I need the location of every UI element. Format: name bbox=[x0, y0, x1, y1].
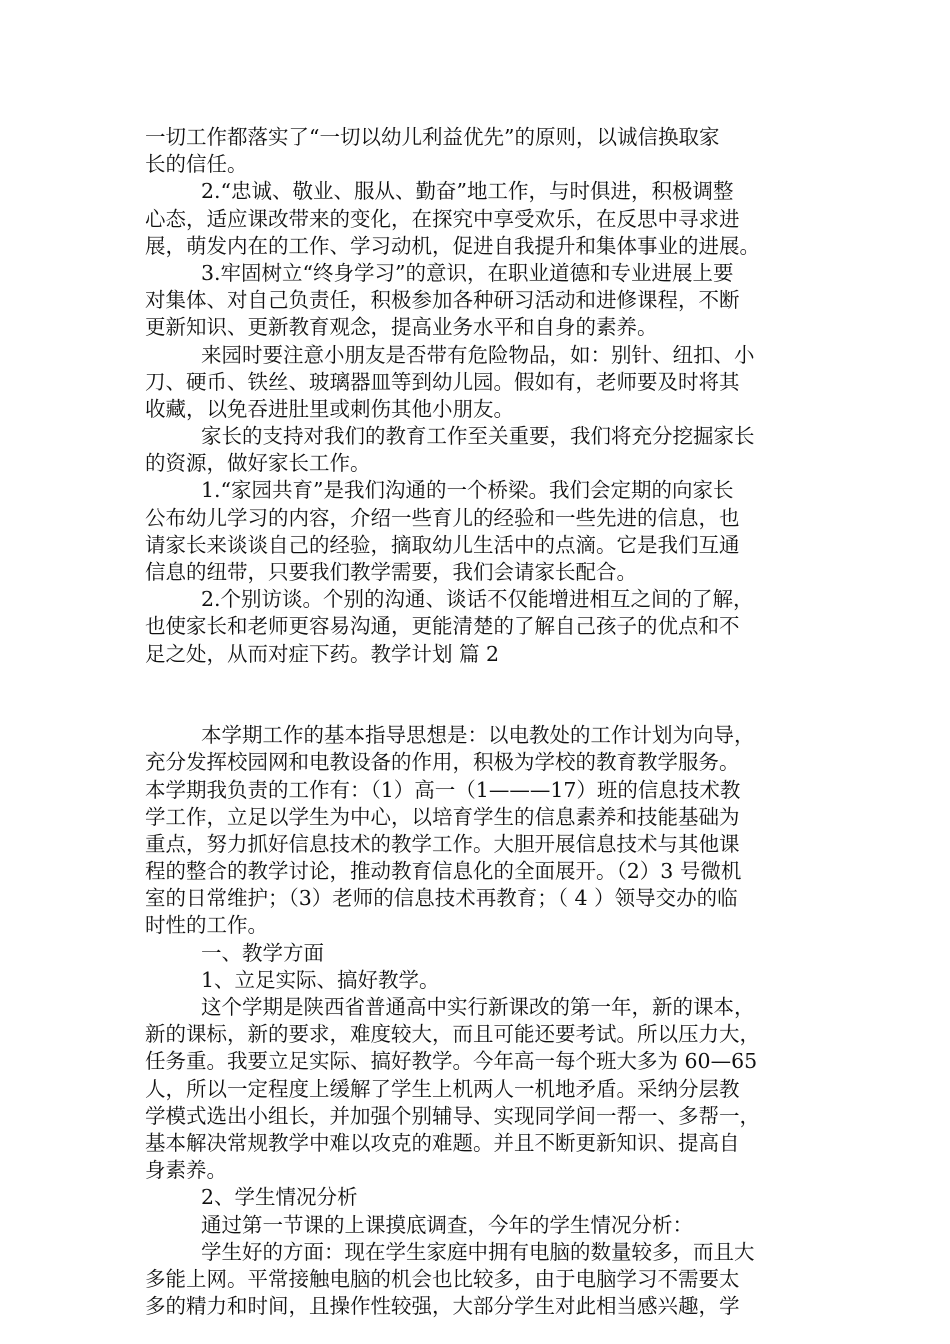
paragraph-line: 心态，适应课改带来的变化，在探究中享受欢乐，在反思中寻求进 bbox=[145, 206, 740, 231]
paragraph-line: 展，萌发内在的工作、学习动机，促进自我提升和集体事业的进展。 bbox=[145, 233, 760, 258]
paragraph-line: 学模式选出小组长，并加强个别辅导、实现同学间一帮一、多帮一， bbox=[145, 1103, 760, 1128]
paragraph-line: 2.“忠诚、敬业、服从、勤奋”地工作，与时俱进，积极调整 bbox=[201, 179, 734, 204]
subsection-heading: 1、立足实际、搞好教学。 bbox=[201, 967, 440, 992]
paragraph-line: 长的信任。 bbox=[145, 152, 248, 177]
paragraph-line: 1.“家园共育”是我们沟通的一个桥梁。我们会定期的向家长 bbox=[201, 478, 734, 503]
paragraph-line: 2.个别访谈。个别的沟通、谈话不仅能增进相互之间的了解， bbox=[201, 587, 754, 612]
paragraph-line: 程的整合的教学讨论，推动教育信息化的全面展开。（2）3 号微机 bbox=[145, 859, 742, 884]
paragraph-line: 基本解决常规教学中难以攻克的难题。并且不断更新知识、提高自 bbox=[145, 1130, 740, 1155]
paragraph-line: 公布幼儿学习的内容，介绍一些育儿的经验和一些先进的信息，也 bbox=[145, 505, 740, 530]
subsection-heading: 2、学生情况分析 bbox=[201, 1185, 358, 1210]
paragraph-line: 多能上网。平常接触电脑的机会也比较多，由于电脑学习不需要太 bbox=[145, 1266, 740, 1291]
paragraph-line: 收藏，以免吞进肚里或刺伤其他小朋友。 bbox=[145, 396, 514, 421]
paragraph-line: 任务重。我要立足实际、搞好教学。今年高一每个班大多为 60—65 bbox=[145, 1049, 758, 1074]
paragraph-line: 家长的支持对我们的教育工作至关重要，我们将充分挖掘家长 bbox=[201, 424, 755, 449]
paragraph-line: 一切工作都落实了“一切以幼儿利益优先”的原则，以诚信换取家 bbox=[145, 125, 720, 149]
paragraph-line: 时性的工作。 bbox=[145, 913, 268, 938]
paragraph-line: 请家长来谈谈自己的经验，摘取幼儿生活中的点滴。它是我们互通 bbox=[145, 532, 740, 557]
paragraph-line: 新的课标，新的要求，难度较大，而且可能还要考试。所以压力大， bbox=[145, 1022, 760, 1047]
section-gap bbox=[145, 668, 813, 722]
section-heading: 一、教学方面 bbox=[201, 940, 324, 965]
paragraph-line: 刀、硬币、铁丝、玻璃器皿等到幼儿园。假如有，老师要及时将其 bbox=[145, 369, 740, 394]
paragraph-line: 人，所以一定程度上缓解了学生上机两人一机地矛盾。采纳分层教 bbox=[145, 1076, 740, 1101]
paragraph-line: 更新知识、更新教育观念，提高业务水平和自身的素养。 bbox=[145, 315, 658, 340]
paragraph-line: 身素养。 bbox=[145, 1158, 227, 1183]
paragraph-line: 本学期我负责的工作有：（1）高一（1———17）班的信息技术教 bbox=[145, 777, 741, 802]
document-page bbox=[145, 124, 813, 1320]
paragraph-line: 这个学期是陕西省普通高中实行新课改的第一年，新的课本， bbox=[201, 995, 755, 1020]
paragraph-line: 也使家长和老师更容易沟通，更能清楚的了解自己孩子的优点和不 bbox=[145, 614, 740, 639]
paragraph-line: 室的日常维护；（3）老师的信息技术再教育；（ 4 ）领导交办的临 bbox=[145, 886, 738, 911]
paragraph-line: 多的精力和时间，且操作性较强，大部分学生对此相当感兴趣，学 bbox=[145, 1294, 740, 1319]
paragraph-line: 信息的纽带，只要我们教学需要，我们会请家长配合。 bbox=[145, 560, 637, 584]
paragraph-line: 来园时要注意小朋友是否带有危险物品，如：别针、纽扣、小 bbox=[201, 342, 755, 367]
paragraph-line: 对集体、对自己负责任，积极参加各种研习活动和进修课程，不断 bbox=[145, 288, 740, 313]
paragraph-line: 学生好的方面：现在学生家庭中拥有电脑的数量较多，而且大 bbox=[201, 1239, 755, 1264]
paragraph-line: 重点，努力抓好信息技术的教学工作。大胆开展信息技术与其他课 bbox=[145, 831, 740, 856]
paragraph-line: 学工作，立足以学生为中心，以培育学生的信息素养和技能基础为 bbox=[145, 804, 740, 829]
paragraph-line: 本学期工作的基本指导思想是：以电教处的工作计划为向导， bbox=[201, 723, 755, 748]
paragraph-line: 3.牢固树立“终身学习”的意识，在职业道德和专业进展上要 bbox=[201, 260, 734, 285]
paragraph-line: 足之处，从而对症下药。教学计划 篇 2 bbox=[145, 641, 500, 666]
paragraph-line: 的资源，做好家长工作。 bbox=[145, 451, 371, 476]
paragraph-line: 充分发挥校园网和电教设备的作用，积极为学校的教育教学服务。 bbox=[145, 750, 740, 775]
paragraph-line: 通过第一节课的上课摸底调查，今年的学生情况分析： bbox=[201, 1212, 693, 1237]
